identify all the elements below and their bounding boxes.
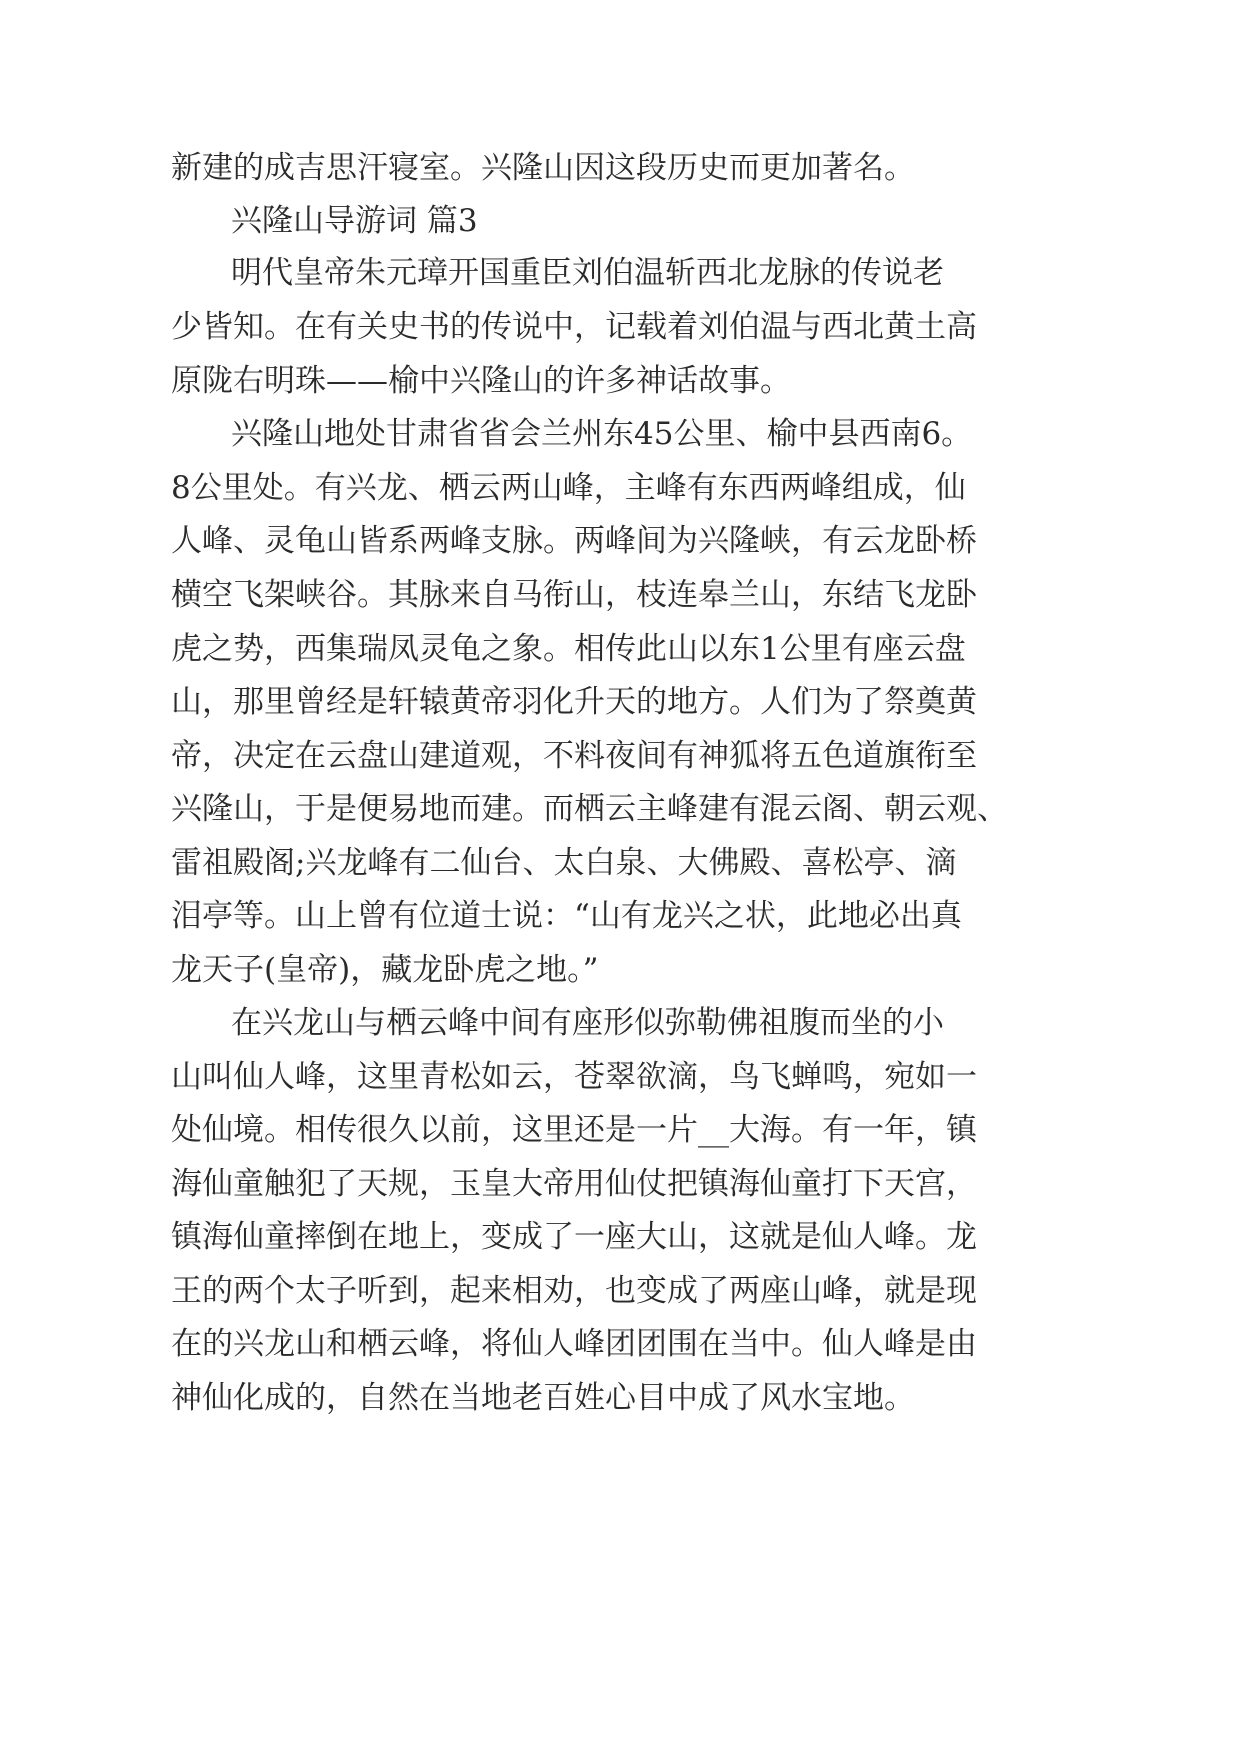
section-heading: 兴隆山导游词 篇3 <box>231 203 478 239</box>
text-line: 新建的成吉思汗寝室。兴隆山因这段历史而更加著名。 <box>171 150 915 186</box>
text-line: 雷祖殿阁;兴龙峰有二仙台、太白泉、大佛殿、喜松亭、滴 <box>171 845 957 881</box>
text-line: 龙天子(皇帝)，藏龙卧虎之地。” <box>171 952 599 988</box>
text-line: 兴隆山地处甘肃省省会兰州东45公里、榆中县西南6。 <box>231 416 973 452</box>
text-line: 8公里处。有兴龙、栖云两山峰，主峰有东西两峰组成，仙 <box>171 470 966 506</box>
text-line: 原陇右明珠——榆中兴隆山的许多神话故事。 <box>171 363 791 399</box>
text-line: 海仙童触犯了天规，玉皇大帝用仙仗把镇海仙童打下天宫， <box>171 1166 977 1202</box>
text-line: 帝，决定在云盘山建道观，不料夜间有神狐将五色道旗衔至 <box>171 738 977 774</box>
text-line: 处仙境。相传很久以前，这里还是一片__大海。有一年，镇 <box>171 1112 977 1148</box>
text-line: 虎之势，西集瑞凤灵龟之象。相传此山以东1公里有座云盘 <box>171 631 966 667</box>
text-line: 在兴龙山与栖云峰中间有座形似弥勒佛祖腹而坐的小 <box>231 1005 944 1041</box>
text-line: 山，那里曾经是轩辕黄帝羽化升天的地方。人们为了祭奠黄 <box>171 684 977 720</box>
text-line: 泪亭等。山上曾有位道士说：“山有龙兴之状，此地必出真 <box>171 898 962 934</box>
text-line: 山叫仙人峰，这里青松如云，苍翠欲滴，鸟飞蝉鸣，宛如一 <box>171 1059 977 1095</box>
text-line: 兴隆山，于是便易地而建。而栖云主峰建有混云阁、朝云观、 <box>171 791 1008 827</box>
text-line: 横空飞架峡谷。其脉来自马衔山，枝连皋兰山，东结飞龙卧 <box>171 577 977 613</box>
text-line: 镇海仙童摔倒在地上，变成了一座大山，这就是仙人峰。龙 <box>171 1219 977 1255</box>
text-line: 王的两个太子听到，起来相劝，也变成了两座山峰，就是现 <box>171 1273 977 1309</box>
text-line: 明代皇帝朱元璋开国重臣刘伯温斩西北龙脉的传说老 <box>231 255 944 291</box>
text-line: 神仙化成的，自然在当地老百姓心目中成了风水宝地。 <box>171 1380 915 1416</box>
text-line: 人峰、灵龟山皆系两峰支脉。两峰间为兴隆峡，有云龙卧桥 <box>171 523 977 559</box>
text-line: 少皆知。在有关史书的传说中，记载着刘伯温与西北黄土高 <box>171 309 977 345</box>
text-line: 在的兴龙山和栖云峰，将仙人峰团团围在当中。仙人峰是由 <box>171 1326 977 1362</box>
